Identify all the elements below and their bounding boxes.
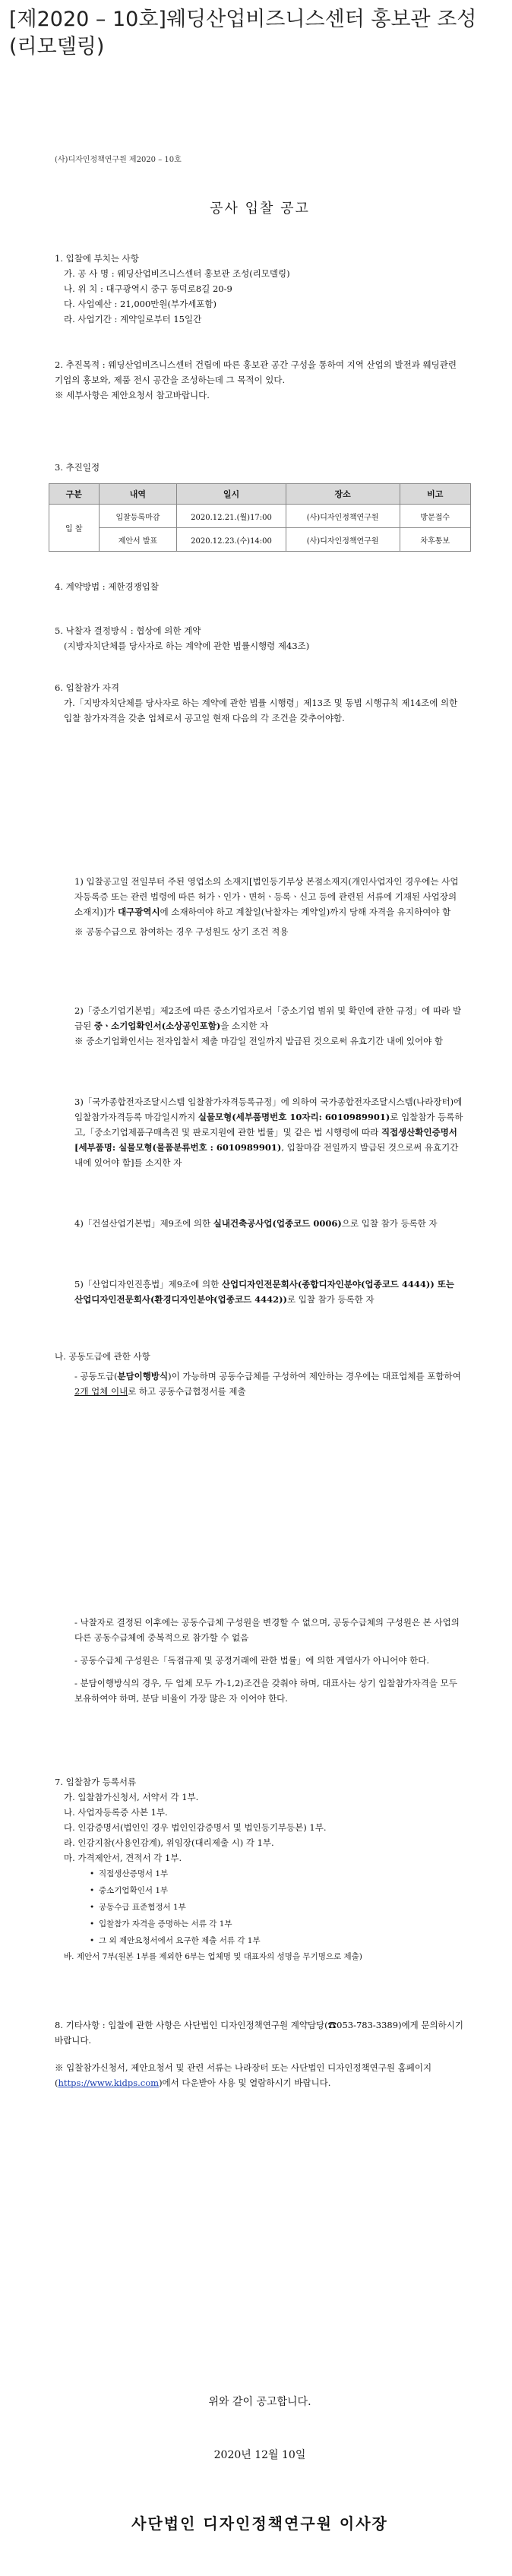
section-7 xyxy=(55,1774,465,1964)
condition-3-text-end: , 입찰마감 전일까지 발급된 것으로써 유효기간 내에 있어야 함]를 소지한 자 xyxy=(74,1142,459,1168)
condition-2-note: ※ 중소기업확인서는 전자입찰서 제출 마감일 전일까지 발급된 것으로써 유효기간 내에 있어야 함 xyxy=(74,1036,443,1046)
condition-5-text-end: 로 입찰 참가 등록한 자 xyxy=(286,1294,375,1305)
joint-contract-text: - 공동도급( xyxy=(74,1371,118,1381)
table-header-cell: 내역 xyxy=(99,484,177,505)
schedule-table xyxy=(49,483,471,552)
condition-5-license: 산업디자인전문회사(종합디자인분야(업종코드 4444)) 또는 산업디자인전문회사(환경디자인분야(업종코드 4442)) xyxy=(74,1279,455,1305)
joint-contract xyxy=(55,1349,465,1399)
notice-heading: 공사 입찰 공고 xyxy=(210,201,310,217)
document-bullet: • 공동수급 표준협정서 1부 xyxy=(55,1899,465,1916)
section-6-title: 6. 입찰참가 자격 xyxy=(55,682,119,693)
section-4-text: 4. 계약방법 : 제한경쟁입찰 xyxy=(55,581,159,592)
schedule-table-wrap xyxy=(49,483,471,552)
section-7-item: 가. 입찰참가신청서, 서약서 각 1부. xyxy=(64,1792,199,1802)
section-1-item: 라. 사업기간 : 계약일로부터 15일간 xyxy=(64,314,202,324)
table-cell: (사)디자인정책연구원 xyxy=(286,505,400,528)
section-5 xyxy=(55,623,465,653)
table-cell: (사)디자인정책연구원 xyxy=(286,528,400,552)
joint-contract-limit: 2개 업체 이내 xyxy=(74,1386,128,1397)
section-4 xyxy=(55,579,465,594)
document-code xyxy=(55,152,465,167)
condition-4-text: 4)「건설산업기본법」제9조에 의한 xyxy=(74,1218,211,1229)
table-cell: 차후통보 xyxy=(400,528,471,552)
section-6-intro: 가.「지방자치단체를 당사자로 하는 계약에 관한 법률 시행령」제13조 및 동법 시행규칙 제14조에 의한 입찰 참가자격을 갖춘 업체로서 공고일 현재 다음의 각 조건을 갖추어야함. xyxy=(64,698,458,723)
table-row xyxy=(49,528,471,552)
section-3-title: 3. 추진일정 xyxy=(55,462,100,473)
section-8-note: ※ 입찰참가신청서, 제안요청서 및 관련 서류는 나라장터 또는 사단법인 디자인정책연구원 홈페이지( xyxy=(55,2062,432,2088)
section-5-sub: (지방자치단체를 당사자로 하는 계약에 관한 법률시행령 제43조) xyxy=(64,641,310,651)
section-7-item: 마. 가격제안서, 견적서 각 1부. xyxy=(64,1853,182,1863)
table-cell: 2020.12.23.(수)14:00 xyxy=(177,528,286,552)
condition-5-text: 5)「산업디자인진흥법」제9조에 의한 xyxy=(74,1279,220,1290)
section-3 xyxy=(55,460,465,475)
document-bullet: • 입찰참가 자격을 증명하는 서류 각 1부 xyxy=(55,1916,465,1932)
condition-5 xyxy=(55,1277,465,1307)
section-2 xyxy=(55,357,465,403)
condition-3-item: 실물모형(세부품명번호 10자리: 6010989901) xyxy=(198,1112,390,1122)
condition-2 xyxy=(55,1003,465,1049)
joint-contract-title: 나. 공동도급에 관한 사항 xyxy=(55,1351,150,1362)
page-title: [제2020 – 10호]웨딩산업비즈니스센터 홍보관 조성(리모델링) xyxy=(9,8,477,59)
section-8-text: 8. 기타사항 : 입찰에 관한 사항은 사단법인 디자인정책연구원 계약담당(☎053-783-3389)에게 문의하시기 바랍니다. xyxy=(55,2020,463,2046)
condition-2-text-end: 을 소지한 자 xyxy=(220,1021,269,1031)
table-header-row xyxy=(49,484,471,505)
closing-text: 위와 같이 공고합니다. xyxy=(208,2396,311,2408)
condition-4-text-end: 으로 입찰 참가 등록한 자 xyxy=(341,1218,438,1229)
section-7-item: 나. 사업자등록증 사본 1부. xyxy=(64,1807,168,1818)
section-2-note: ※ 세부사항은 제안요청서 참고바랍니다. xyxy=(55,390,210,400)
section-7-title: 7. 입찰참가 등록서류 xyxy=(55,1777,137,1787)
table-header-cell: 비고 xyxy=(400,484,471,505)
joint-rule: - 공동수급체 구성원은「독점규제 및 공정거래에 관한 법률」에 의한 계열사가 아니어야 한다. xyxy=(74,1655,430,1666)
signer: 사단법인 디자인정책연구원 이사장 xyxy=(131,2514,388,2533)
section-6 xyxy=(55,680,465,726)
table-header-cell: 구분 xyxy=(49,484,100,505)
table-header-cell: 일시 xyxy=(177,484,286,505)
condition-2-text: 2)「중소기업기본법」제2조에 따른 중소기업자로서「중소기업 범위 및 확인에 관한 규정」에 따라 발급된 xyxy=(74,1005,462,1031)
condition-2-cert: 중ㆍ소기업확인서(소상공인포함) xyxy=(93,1021,221,1031)
section-1-item: 가. 공 사 명 : 웨딩산업비즈니스센터 홍보관 조성(리모델링) xyxy=(64,268,290,279)
table-row xyxy=(49,505,471,528)
table-cell: 방문접수 xyxy=(400,505,471,528)
document-bullet: • 그 외 제안요청서에서 요구한 제출 서류 각 1부 xyxy=(55,1932,465,1949)
table-cell: 입찰등록마감 xyxy=(99,505,177,528)
condition-1-note: ※ 공동수급으로 참여하는 경우 구성원도 상기 조건 적용 xyxy=(74,926,289,937)
condition-1-region: 대구광역시 xyxy=(118,907,160,917)
condition-4-license: 실내건축공사업(업종코드 0006) xyxy=(213,1218,342,1229)
section-5-text: 5. 낙찰자 결정방식 : 협상에 의한 계약 xyxy=(55,625,201,636)
document-bullet: • 중소기업확인서 1부 xyxy=(55,1882,465,1899)
joint-contract-method: 분담이행방식 xyxy=(117,1371,169,1381)
condition-4 xyxy=(55,1216,465,1231)
table-header-cell: 장소 xyxy=(286,484,400,505)
doc-number: (사)디자인정책연구원 제2020 – 10호 xyxy=(55,156,182,164)
document-bullet: • 직접생산증명서 1부 xyxy=(55,1866,465,1882)
section-7-item: 라. 인감지참(사용인감계), 위임장(대리제출 시) 각 1부. xyxy=(64,1837,274,1848)
joint-rule: - 낙찰자로 결정된 이후에는 공동수급체 구성원을 변경할 수 없으며, 공동수급체의 구성원은 본 사업의 다른 공동수급체에 중복적으로 참가할 수 없음 xyxy=(74,1617,460,1643)
condition-3 xyxy=(55,1094,465,1170)
section-1-title: 1. 입찰에 부치는 사항 xyxy=(55,253,139,264)
section-7-item: 다. 인감증명서(법인인 경우 법인인감증명서 및 법인등기부등본) 1부. xyxy=(64,1822,327,1833)
joint-contract-rules xyxy=(55,1615,465,1706)
table-cell: 2020.12.21.(월)17:00 xyxy=(177,505,286,528)
section-8 xyxy=(55,2017,465,2090)
section-8-note-end: )에서 다운받아 사용 및 열람하시기 바랍니다. xyxy=(159,2078,331,2088)
condition-1-text: 1) 입찰공고일 전일부터 주된 영업소의 소재지[법인등기부상 본점소재지(개인사업자인 경우에는 사업자등록증 또는 관련 법령에 따른 허가ㆍ인가ㆍ면허ㆍ등록ㆍ신고 등에 관련된 서류에 기재된 사업장의 소재지)]가 xyxy=(74,876,459,917)
closing-date: 2020년 12월 10일 xyxy=(213,2449,306,2461)
homepage-link[interactable]: https://www.kidps.com xyxy=(58,2078,160,2088)
section-1-item: 나. 위 치 : 대구광역시 중구 동덕로8길 20-9 xyxy=(64,283,232,294)
section-1 xyxy=(55,251,465,327)
section-1-item: 다. 사업예산 : 21,000만원(부가세포함) xyxy=(64,299,217,309)
joint-contract-text-end: 로 하고 공동수급협정서를 제출 xyxy=(128,1386,246,1397)
condition-3-cert: 직접생산확인증명서[세부품명: 실물모형(물품분류번호 : 6010989901) xyxy=(74,1127,457,1153)
condition-1-text-end: 에 소재하여야 하고 계찰일(낙찰자는 계약일)까지 당해 자격을 유지하여야 함 xyxy=(160,907,451,917)
condition-3-text: 3)「국가종합전자조달시스템 입찰참가자격등록규정」에 의하여 국가종합전자조달시스템(나라장터)에 입찰참가자격등록 마감일시까지 xyxy=(74,1097,463,1122)
table-cell-group: 입 찰 xyxy=(49,505,100,552)
section-7-proposal: 바. 제안서 7부(원본 1부를 제외한 6부는 업체명 및 대표자의 성명을 무기명으로 제출) xyxy=(64,1952,362,1961)
section-2-text: 2. 추진목적 : 웨딩산업비즈니스센터 건립에 따른 홍보관 공간 구성을 통하여 지역 산업의 발전과 웨딩관련 기업의 홍보와, 제품 전시 공간을 조성하는데 그 목적이 있다. xyxy=(55,359,457,385)
joint-rule: - 분담이행방식의 경우, 두 업체 모두 가-1,2)조건을 갖춰야 하며, 대표사는 상기 입찰참가자격을 모두 보유하여야 하며, 분담 비율이 가장 많은 자 이어야 한다. xyxy=(74,1678,457,1704)
table-cell: 제안서 발표 xyxy=(99,528,177,552)
condition-3-text-mid: 로 입찰참가 등록하고,「중소기업제품구매촉진 및 판로지원에 관한 법률」및 같은 법 시행령에 따라 xyxy=(74,1112,463,1138)
condition-1 xyxy=(55,874,465,939)
joint-contract-text-mid: )이 가능하며 공동수급체를 구성하여 제안하는 경우에는 대표업체를 포함하여 xyxy=(168,1371,461,1381)
